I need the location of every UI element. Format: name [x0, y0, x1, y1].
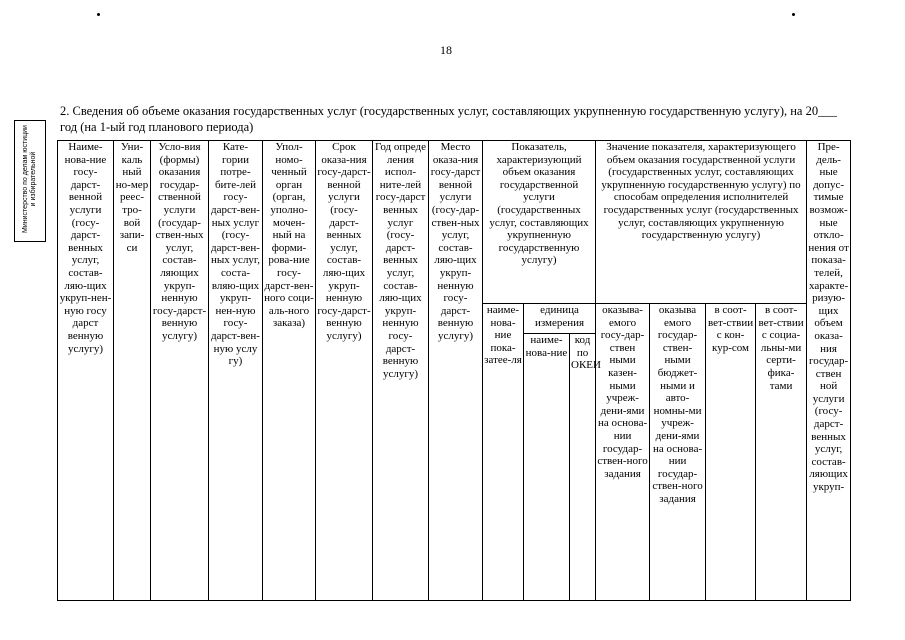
- unit-header: единица измерения: [524, 304, 596, 334]
- stamp-text: Министерство по делам юстиции и избирательной: [22, 125, 37, 233]
- col-registry-number: Уни-каль ный но-мер реес-тро-вой запи-си: [114, 141, 151, 601]
- col-term: Срок оказа-ния госу-дарст-венной услуги (госу-дарст-венных услуг, состав-ляю-щих укруп-ненную госу-дарст-венную услугу): [316, 141, 373, 601]
- col-indicator: Показатель, характеризующий объем оказания государственной услуги (государственных услуг, составляющих укрупненную государственную услугу): [483, 141, 596, 304]
- col-place: Место оказа-ния госу-дарст венной услуги (госу-дар-ствен-ных услуг, состав-ляю-щих укруп-ненную госу-дарст-венную услугу): [429, 141, 483, 601]
- col-authorized-body: Упол-номо-ченный орган (орган, уполно-мочен-ный на форми-рова-ние госу-дарст-вен-ного соци-аль-ного заказа): [263, 141, 316, 601]
- value-competition: в соот-вет-ствии с кон-кур-сом: [706, 304, 756, 601]
- col-conditions: Усло-вия (формы) оказания государ-ственной услуги (государ-ствен-ных услуг, состав-ляющих укруп-ненную госу-дарст-венную услугу): [151, 141, 209, 601]
- scan-dot: [97, 13, 100, 16]
- col-service-name: Наиме-нова-ние госу-дарст-венной услуги (госу-дарст-венных услуг, состав-ляю-щих укруп-нен-ную госу дарст венную услугу): [58, 141, 114, 601]
- section-heading: 2. Сведения об объеме оказания государственных услуг (государственных услуг, составляющих укрупненную государственную услугу), на 20___ год (на 1-ый год планового периода): [60, 104, 837, 134]
- col-year: Год опреде ления испол-ните-лей госу-дарст венных услуг (госу-дарст-венных услуг, состав-ляю-щих укруп-ненную госу-дарст-венную услугу): [373, 141, 429, 601]
- okei-code-header: код по ОКЕИ: [570, 334, 596, 601]
- registration-stamp: [14, 120, 46, 242]
- col-indicator-value: Значение показателя, характеризующего объем оказания государственной услуги (государственных услуг, составляющих укрупненную государственную услугу) по способам определения исполнителей государственных услуг (государственных услуг, составляющих укрупненную государственную услугу): [596, 141, 807, 304]
- scan-dot: [792, 13, 795, 16]
- value-social-certificates: в соот-вет-ствии с социа-льны-ми серти-фика-тами: [756, 304, 807, 601]
- indicator-name-header: наиме-нова-ние пока-затее-ля: [483, 304, 524, 601]
- page-number: 18: [440, 43, 452, 57]
- col-deviations: Пре-дель-ные допус-тимые возмож-ные откло-нения от показа-телей, характе-ризую-щих объем оказа-ния государ-ствен ной услуги (госу-дарст-венных услуг, состав-ляющих укруп-: [807, 141, 851, 601]
- col-consumer-categories: Кате-гории потре-бите-лей госу-дарст-вен-ных услуг (госу-дарст-вен-ных услуг, соста-вляю-щих укруп-нен-ную госу-дарст-вен-ную услу гу): [209, 141, 263, 601]
- service-volume-table: [57, 140, 851, 601]
- unit-name-header: наиме-нова-ние: [524, 334, 570, 601]
- value-state-institutions: оказыва-емого госу-дар-ствен ными казен-ными учреж-дени-ями на основа-нии государ-ствен-ного задания: [596, 304, 650, 601]
- value-budget-institutions: оказыва емого государ-ствен-ными бюджет-ными и авто-номны-ми учреж-дени-ями на основа-нии государ-ствен-ного задания: [650, 304, 706, 601]
